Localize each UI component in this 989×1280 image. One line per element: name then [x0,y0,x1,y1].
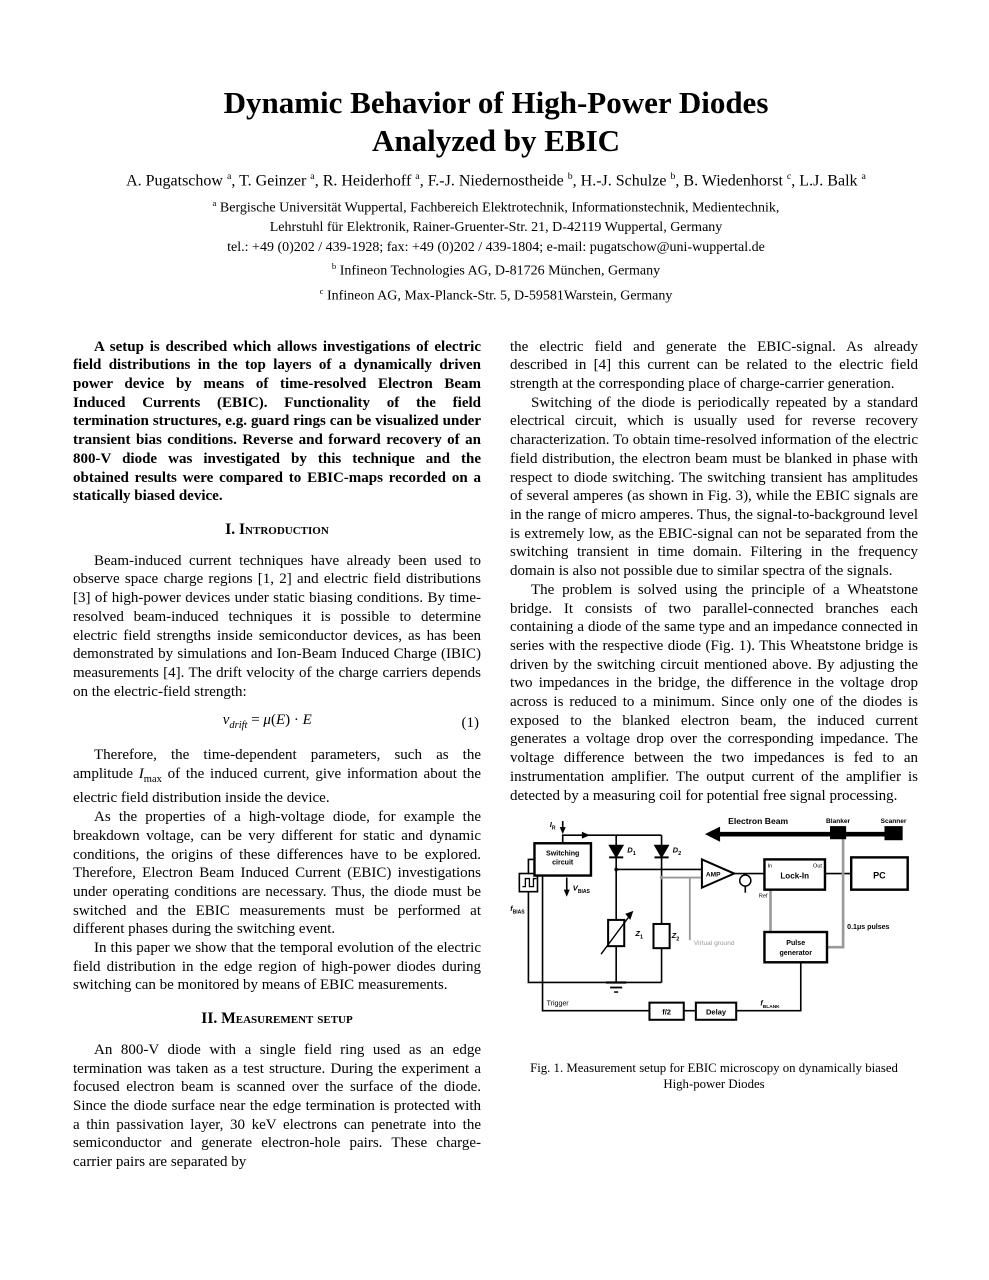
d1-label: $D_1$ [627,845,636,858]
affiliation-line-4: $^b$ Infineon Technologies AG, D-81726 München, Germany [331,261,661,280]
setup-paragraph-4: The problem is solved using the principle of a Wheatstone bridge. It consists of two parallel-connected branches each containing a diode of the same type and an impedance connected in series with the respective diode (Fig. 1). This Wheatstone bridge is driven by the switching circuit mentioned above. By adjusting the two impedances in the bridge, the difference in the voltage drop across is reduced to a minimum. Since only one of the diodes is exposed to the blanked electron beam, the induced current generates a voltage drop over the corresponding impedance. The voltage difference between the two impedances is fed to an instrumentation amplifier. The output current of the amplifier is detected by a measuring coil for potential free signal processing. [510,581,918,804]
figure-1-caption-line-2: High-power Diodes [663,1077,765,1092]
impedance-z2-box [653,924,669,948]
scanner-box [884,826,902,840]
diode-d2-symbol [655,846,669,858]
pulse-generator-label-1: Pulse [786,940,806,948]
affiliation-line-1: $^a$ Bergische Universität Wuppertal, Fachbereich Elektrotechnik, Informationstechnik, Medientechnik, [212,198,780,216]
title-line-2: Analyzed by EBIC [371,123,621,159]
equation-1 [73,711,481,736]
vbias-label: $V_{BIAS}$ [572,883,590,896]
affiliation-line-5: $^c$ Infineon AG, Max-Planck-Str. 5, D-59581Warstein, Germany [319,285,673,304]
measuring-coil [740,875,751,886]
pulses-label: 0.1μs pulses [847,924,890,932]
paper-title [73,84,919,161]
two-column-body [73,338,919,1172]
trigger-label: Trigger [546,1000,569,1008]
f-half-label: f/2 [662,1007,672,1017]
blanker-box [830,826,846,839]
setup-paragraph-2: the electric field and generate the EBIC-signal. As already described in [4] this current can be related to the electric field strength at the corresponding place of charge-carrier generation. [510,338,918,393]
pulse-generator-box [764,932,827,962]
virtual-ground-node [660,876,664,880]
lock-in-ref-label: Ref [758,893,768,900]
delay-label: Delay [705,1007,727,1017]
left-column [73,338,481,1172]
fblank-label: $f_{BLANK}$ [760,1000,780,1011]
pc-label: PC [873,870,886,881]
electron-beam-label: Electron Beam [728,816,789,827]
right-column [510,338,918,1172]
intro-paragraph-1: Beam-induced current techniques have already been used to observe space charge regions [1, 2] and electric field distributions [3] of high-power devices under static biasing conditions. By time-resolved beam-induced techniques it is possible to determine electric field strengths inside semiconductor devices, as has been demonstrated by simulations and Ion-Beam Induced Charge (IBIC) measurements [4]. The drift velocity of the charge carriers depends on the electric-field strength: [73,552,481,700]
z1-variable-arrowhead [625,911,633,920]
z1-label: $Z_1$ [635,929,644,941]
fbias-label: $f_{BIAS}$ [510,906,525,916]
scanner-label: Scanner [880,818,907,826]
equation-number: (1) [461,715,479,732]
lock-in-out-label: Out [813,863,822,870]
ir-label: $I_R$ [549,820,556,832]
switching-circuit-label-2: circuit [552,859,574,867]
figure-1 [510,813,918,1093]
blanker-label: Blanker [826,818,851,826]
paper-header [73,84,919,306]
figure-1-caption-line-1: Fig. 1. Measurement setup for EBIC microscopy on dynamically biased [530,1060,898,1075]
affiliations-block [73,194,919,305]
figure-1-caption [510,1060,918,1093]
amp-label: AMP [705,871,721,879]
virtual-ground-label: Virtual ground [693,940,735,948]
abstract-paragraph: A setup is described which allows investigations of electric field distributions in the top layers of a dynamically driven power device by means of time-resolved Electron Beam Induced Currents (EBIC). Functionality of the field termination structures, e.g. guard rings can be visualized under transient bias conditions. Reverse and forward recovery of an 800-V diode was investigated by this technique and the obtained results were compared to EBIC-maps recorded on a statically biased device. [73,338,481,505]
intro-paragraph-2: Therefore, the time-dependent parameters, such as the amplitude $I_{max}$ of the induced current, give information about the electric field distribution inside the device. [73,747,481,807]
lock-in-in-label: In [767,863,773,870]
diode-d1-symbol [609,846,623,858]
section-heading-introduction: I. Introduction [225,521,329,538]
junction-dot [614,868,618,872]
contact-line: tel.: +49 (0)202 / 439-1928; fax: +49 (0)202 / 439-1804; e-mail: pugatschow@uni-wuppertal.de [227,239,765,255]
d2-label: $D_2$ [672,845,682,858]
z2-label: $Z_2$ [671,931,680,943]
equation-body: $v_{drift} = \mu(E) \cdot E$ [222,712,312,732]
pulse-generator-label-2: generator [779,950,812,958]
section-heading-measurement-setup: II. Measurement setup [201,1010,353,1028]
lock-in-label: Lock-In [780,871,810,881]
affiliation-line-2: Lehrstuhl für Elektronik, Rainer-Gruenter-Str. 21, D-42119 Wuppertal, Germany [269,220,723,236]
setup-paragraph-3: Switching of the diode is periodically repeated by a standard electrical circuit, which is usually used for reverse recovery characterization. To obtain time-resolved information of the electric field distribution, the electron beam must be blanked in phase with respect to diode switching. The switching transient has amplitudes of several amperes (as shown in Fig. 3), while the EBIC signals are in the range of micro amperes. Thus, the signal-to-background level is extremely low, as the EBIC-signal can not be separated from the switching transient in time domain. Filtering in the frequency domain is also not possible due to similar spectra of the signals. [510,394,918,580]
switching-circuit-label-1: Switching [546,850,580,858]
title-line-1: Dynamic Behavior of High-Power Diodes [223,85,769,120]
electron-beam-arrowhead [705,827,720,842]
setup-paragraph-1: An 800-V diode with a single field ring used as an edge termination was taken as a test structure. During the experiment a focused electron beam is scanned over the surface of the diode. Since the diode surface near the edge termination is protected with a thin passivation layer, 30 keV electrons can penetrate into the semiconductor and generate electron-hole pairs. These charge-carrier pairs are separated by [73,1041,481,1171]
figure-1-circuit-diagram [510,813,914,1045]
intro-paragraph-4: In this paper we show that the temporal evolution of the electric field distribution in the edge region of high-power diodes during switching can be monitored by means of EBIC measurements. [73,940,481,994]
ground-symbol [606,983,626,993]
intro-paragraph-3: As the properties of a high-voltage diode, for example the breakdown voltage, can be very different for static and dynamic conditions, the origins of these differences have to be explored. Therefore, Electron Beam Induced Current (EBIC) investigations under operating conditions are necessary. Thus, the diode must be switched and the EBIC measurements must be performed at different phases during the switching event. [73,809,481,938]
authors-line: A. Pugatschow $^a$, T. Geinzer $^a$, R. Heiderhoff $^a$, F.-J. Niedernostheide $^b$, H.-J. Schulze $^b$, B. Wiedenhorst $^c$, L.J. Balk $^a$ [126,170,866,190]
